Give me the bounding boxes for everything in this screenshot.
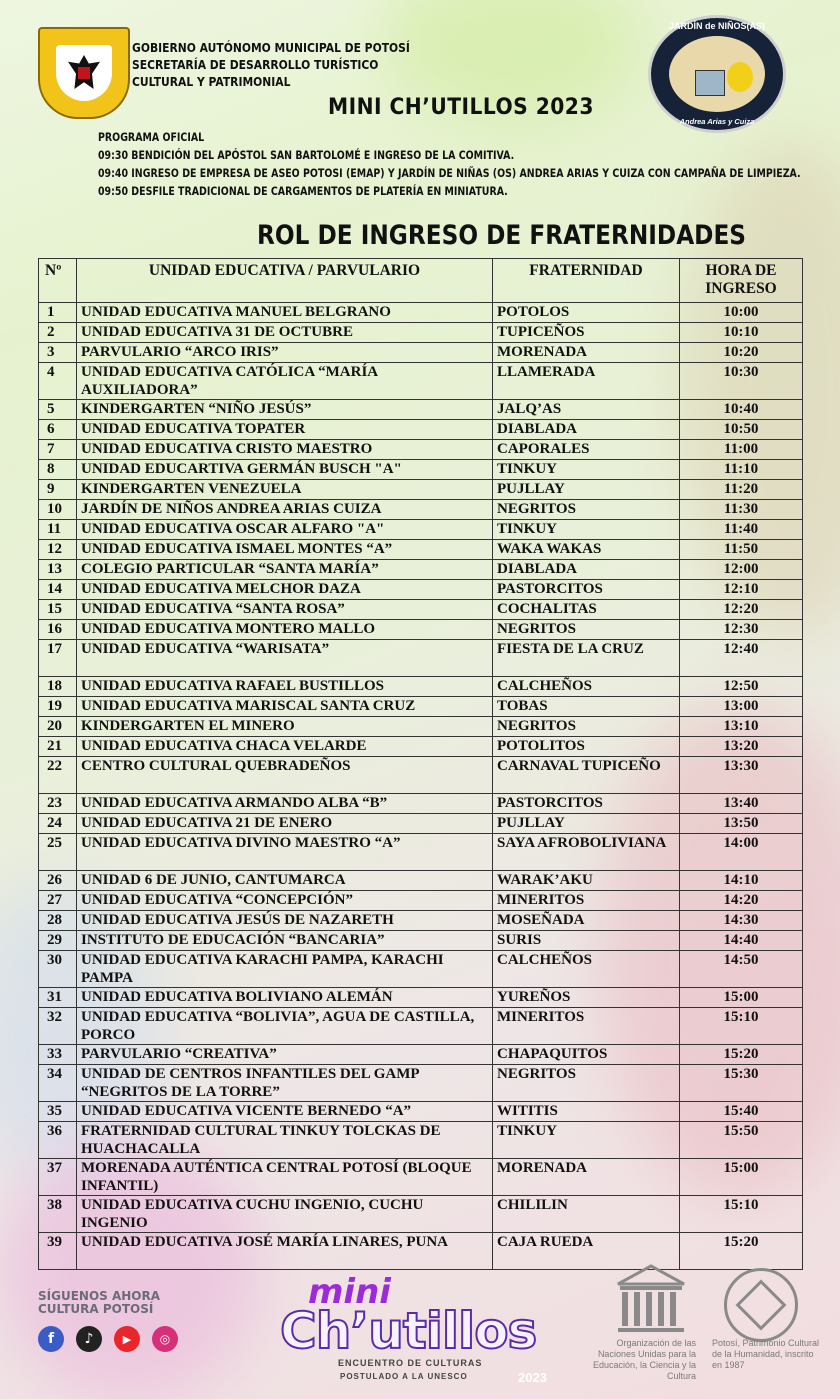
row-number: 4 <box>39 363 77 400</box>
row-time: 10:00 <box>680 303 803 323</box>
program-heading: PROGRAMA OFICIAL <box>98 130 205 144</box>
row-school: UNIDAD EDUCATIVA “BOLIVIA”, AGUA DE CASTILLA, PORCO <box>77 1008 493 1045</box>
row-school: UNIDAD EDUCATIVA “SANTA ROSA” <box>77 600 493 620</box>
row-number: 14 <box>39 580 77 600</box>
row-number: 21 <box>39 737 77 757</box>
row-fraternity: PASTORCITOS <box>493 794 680 814</box>
program-item: 09:30 BENDICIÓN DEL APÓSTOL SAN BARTOLOMÉ E INGRESO DE LA COMITIVA. <box>98 148 515 162</box>
row-number: 24 <box>39 814 77 834</box>
table-row <box>39 677 803 697</box>
row-time: 10:20 <box>680 343 803 363</box>
row-time: 15:10 <box>680 1008 803 1045</box>
table-row <box>39 323 803 343</box>
header-school: UNIDAD EDUCATIVA / PARVULARIO <box>77 259 493 303</box>
row-school: KINDERGARTEN “NIÑO JESÚS” <box>77 400 493 420</box>
row-number: 15 <box>39 600 77 620</box>
table-row <box>39 540 803 560</box>
row-number: 32 <box>39 1008 77 1045</box>
org-line: GOBIERNO AUTÓNOMO MUNICIPAL DE POTOSÍ <box>132 40 410 55</box>
table-row <box>39 697 803 717</box>
row-fraternity: COCHALITAS <box>493 600 680 620</box>
row-number: 31 <box>39 988 77 1008</box>
table-row <box>39 988 803 1008</box>
row-time: 15:20 <box>680 1233 803 1270</box>
row-number: 34 <box>39 1065 77 1102</box>
badge-top-text: JARDÍN de NIÑOS(AS) <box>668 21 765 31</box>
table-row <box>39 911 803 931</box>
row-number: 5 <box>39 400 77 420</box>
row-number: 33 <box>39 1045 77 1065</box>
row-fraternity: POTOLITOS <box>493 737 680 757</box>
table-row <box>39 1122 803 1159</box>
row-number: 10 <box>39 500 77 520</box>
row-school: UNIDAD EDUCATIVA BOLIVIANO ALEMÁN <box>77 988 493 1008</box>
row-school: UNIDAD EDUCATIVA ISMAEL MONTES “A” <box>77 540 493 560</box>
row-fraternity: WITITIS <box>493 1102 680 1122</box>
unesco-text: Organización de las Naciones Unidas para la Educación, la Ciencia y la Cultura <box>592 1338 696 1381</box>
row-time: 11:40 <box>680 520 803 540</box>
row-number: 39 <box>39 1233 77 1270</box>
row-number: 29 <box>39 931 77 951</box>
row-school: UNIDAD EDUCATIVA CUCHU INGENIO, CUCHU INGENIO <box>77 1196 493 1233</box>
row-fraternity: WAKA WAKAS <box>493 540 680 560</box>
row-fraternity: NEGRITOS <box>493 500 680 520</box>
row-time: 13:30 <box>680 757 803 794</box>
row-school: CENTRO CULTURAL QUEBRADEÑOS <box>77 757 493 794</box>
row-time: 13:00 <box>680 697 803 717</box>
row-time: 13:40 <box>680 794 803 814</box>
row-fraternity: CALCHEÑOS <box>493 677 680 697</box>
row-number: 37 <box>39 1159 77 1196</box>
row-school: UNIDAD EDUCATIVA VICENTE BERNEDO “A” <box>77 1102 493 1122</box>
table-row <box>39 480 803 500</box>
row-time: 11:20 <box>680 480 803 500</box>
organization-name <box>132 39 410 90</box>
row-time: 11:30 <box>680 500 803 520</box>
table-row <box>39 1045 803 1065</box>
table-row <box>39 420 803 440</box>
row-fraternity: CAPORALES <box>493 440 680 460</box>
row-fraternity: SAYA AFROBOLIVIANA <box>493 834 680 871</box>
table-row <box>39 834 803 871</box>
table-row <box>39 757 803 794</box>
row-school: UNIDAD EDUCATIVA CATÓLICA “MARÍA AUXILIADORA” <box>77 363 493 400</box>
row-number: 35 <box>39 1102 77 1122</box>
row-fraternity: JALQ’AS <box>493 400 680 420</box>
row-fraternity: CAJA RUEDA <box>493 1233 680 1270</box>
facebook-icon[interactable]: f <box>38 1326 64 1352</box>
row-number: 18 <box>39 677 77 697</box>
follow-line: CULTURA POTOSÍ <box>38 1302 154 1316</box>
table-row <box>39 440 803 460</box>
row-time: 12:20 <box>680 600 803 620</box>
row-time: 14:40 <box>680 931 803 951</box>
table-title: ROL DE INGRESO DE FRATERNIDADES <box>257 220 747 251</box>
follow-line: SÍGUENOS AHORA <box>38 1289 161 1303</box>
table-row <box>39 460 803 480</box>
row-number: 25 <box>39 834 77 871</box>
table-row <box>39 737 803 757</box>
row-time: 10:30 <box>680 363 803 400</box>
row-fraternity: MINERITOS <box>493 891 680 911</box>
row-number: 36 <box>39 1122 77 1159</box>
row-school: KINDERGARTEN VENEZUELA <box>77 480 493 500</box>
row-fraternity: DIABLADA <box>493 560 680 580</box>
table-row <box>39 871 803 891</box>
official-program <box>98 128 801 200</box>
program-item: 09:50 DESFILE TRADICIONAL DE CARGAMENTOS DE PLATERÍA EN MINIATURA. <box>98 184 508 198</box>
org-line: CULTURAL Y PATRIMONIAL <box>132 74 291 89</box>
table-row <box>39 814 803 834</box>
table-row <box>39 717 803 737</box>
row-number: 7 <box>39 440 77 460</box>
table-row <box>39 891 803 911</box>
row-school: FRATERNIDAD CULTURAL TINKUY TOLCKAS DE HUACHACALLA <box>77 1122 493 1159</box>
row-time: 15:20 <box>680 1045 803 1065</box>
table-header-row <box>39 259 803 303</box>
row-fraternity: MOSEÑADA <box>493 911 680 931</box>
header-number: Nº <box>39 259 77 303</box>
logo-postulado: POSTULADO A LA UNESCO <box>340 1372 468 1381</box>
row-fraternity: POTOLOS <box>493 303 680 323</box>
row-school: UNIDAD EDUCATIVA MELCHOR DAZA <box>77 580 493 600</box>
logo-chutillos-word: Ch’utillos <box>280 1302 537 1360</box>
table-row <box>39 600 803 620</box>
youtube-icon[interactable]: ▶ <box>114 1326 140 1352</box>
table-row <box>39 1008 803 1045</box>
row-fraternity: WARAK’AKU <box>493 871 680 891</box>
table-row <box>39 560 803 580</box>
row-time: 14:00 <box>680 834 803 871</box>
row-school: UNIDAD EDUCATIVA KARACHI PAMPA, KARACHI PAMPA <box>77 951 493 988</box>
row-fraternity: PUJLLAY <box>493 814 680 834</box>
row-fraternity: NEGRITOS <box>493 717 680 737</box>
row-time: 11:50 <box>680 540 803 560</box>
kindergarten-badge-logo <box>648 15 786 133</box>
table-row <box>39 580 803 600</box>
table-row <box>39 620 803 640</box>
row-number: 13 <box>39 560 77 580</box>
table-row <box>39 303 803 323</box>
row-number: 23 <box>39 794 77 814</box>
row-school: UNIDAD 6 DE JUNIO, CANTUMARCA <box>77 871 493 891</box>
row-number: 16 <box>39 620 77 640</box>
row-time: 15:00 <box>680 988 803 1008</box>
row-time: 12:40 <box>680 640 803 677</box>
row-fraternity: SURIS <box>493 931 680 951</box>
row-number: 28 <box>39 911 77 931</box>
row-fraternity: TINKUY <box>493 520 680 540</box>
row-fraternity: TUPICEÑOS <box>493 323 680 343</box>
row-fraternity: PUJLLAY <box>493 480 680 500</box>
row-time: 15:00 <box>680 1159 803 1196</box>
table-row <box>39 640 803 677</box>
header-fraternity: FRATERNIDAD <box>493 259 680 303</box>
table-row <box>39 520 803 540</box>
row-fraternity: CHILILIN <box>493 1196 680 1233</box>
table-row <box>39 363 803 400</box>
row-time: 12:50 <box>680 677 803 697</box>
row-school: UNIDAD EDUCATIVA “WARISATA” <box>77 640 493 677</box>
row-number: 19 <box>39 697 77 717</box>
row-school: UNIDAD EDUCATIVA MONTERO MALLO <box>77 620 493 640</box>
row-fraternity: CALCHEÑOS <box>493 951 680 988</box>
row-fraternity: TINKUY <box>493 1122 680 1159</box>
row-number: 3 <box>39 343 77 363</box>
row-fraternity: LLAMERADA <box>493 363 680 400</box>
row-time: 12:00 <box>680 560 803 580</box>
row-school: UNIDAD EDUCATIVA CHACA VELARDE <box>77 737 493 757</box>
table-row <box>39 500 803 520</box>
org-line: SECRETARÍA DE DESARROLLO TURÍSTICO <box>132 57 379 72</box>
row-number: 9 <box>39 480 77 500</box>
row-number: 22 <box>39 757 77 794</box>
row-school: MORENADA AUTÉNTICA CENTRAL POTOSÍ (BLOQUE INFANTIL) <box>77 1159 493 1196</box>
row-number: 2 <box>39 323 77 343</box>
logo-mini-word: mini <box>308 1272 391 1312</box>
row-school: UNIDAD EDUCATIVA TOPATER <box>77 420 493 440</box>
row-school: UNIDAD EDUCATIVA MARISCAL SANTA CRUZ <box>77 697 493 717</box>
row-number: 38 <box>39 1196 77 1233</box>
logo-tagline: ENCUENTRO DE CULTURAS <box>338 1358 483 1368</box>
row-school: UNIDAD EDUCATIVA 31 DE OCTUBRE <box>77 323 493 343</box>
row-school: UNIDAD EDUCARTIVA GERMÁN BUSCH "A" <box>77 460 493 480</box>
row-time: 15:50 <box>680 1122 803 1159</box>
row-school: UNIDAD EDUCATIVA MANUEL BELGRANO <box>77 303 493 323</box>
follow-us <box>38 1290 160 1316</box>
row-school: PARVULARIO “ARCO IRIS” <box>77 343 493 363</box>
row-time: 14:20 <box>680 891 803 911</box>
row-number: 27 <box>39 891 77 911</box>
row-school: UNIDAD DE CENTROS INFANTILES DEL GAMP “NEGRITOS DE LA TORRE” <box>77 1065 493 1102</box>
table-row <box>39 951 803 988</box>
row-school: UNIDAD EDUCATIVA DIVINO MAESTRO “A” <box>77 834 493 871</box>
row-time: 13:50 <box>680 814 803 834</box>
table-row <box>39 1102 803 1122</box>
row-school: UNIDAD EDUCATIVA 21 DE ENERO <box>77 814 493 834</box>
row-time: 13:10 <box>680 717 803 737</box>
tiktok-icon[interactable]: ♪ <box>76 1326 102 1352</box>
world-heritage-icon <box>724 1268 798 1342</box>
table-row <box>39 1065 803 1102</box>
row-school: COLEGIO PARTICULAR “SANTA MARÍA” <box>77 560 493 580</box>
row-school: UNIDAD EDUCATIVA JOSÉ MARÍA LINARES, PUNA <box>77 1233 493 1270</box>
municipal-crest-logo <box>38 27 130 119</box>
row-time: 12:30 <box>680 620 803 640</box>
row-number: 6 <box>39 420 77 440</box>
row-school: INSTITUTO DE EDUCACIÓN “BANCARIA” <box>77 931 493 951</box>
row-fraternity: MORENADA <box>493 343 680 363</box>
row-time: 13:20 <box>680 737 803 757</box>
table-row <box>39 400 803 420</box>
row-school: JARDÍN DE NIÑOS ANDREA ARIAS CUIZA <box>77 500 493 520</box>
row-time: 11:00 <box>680 440 803 460</box>
table-row <box>39 343 803 363</box>
row-time: 11:10 <box>680 460 803 480</box>
table-row <box>39 1159 803 1196</box>
row-fraternity: TOBAS <box>493 697 680 717</box>
unesco-temple-icon <box>612 1262 690 1340</box>
logo-year: 2023 <box>518 1370 547 1385</box>
row-number: 26 <box>39 871 77 891</box>
table-row <box>39 1196 803 1233</box>
table-body <box>39 303 803 1270</box>
row-number: 30 <box>39 951 77 988</box>
row-fraternity: MORENADA <box>493 1159 680 1196</box>
row-fraternity: FIESTA DE LA CRUZ <box>493 640 680 677</box>
row-school: KINDERGARTEN EL MINERO <box>77 717 493 737</box>
table-row <box>39 931 803 951</box>
row-school: UNIDAD EDUCATIVA RAFAEL BUSTILLOS <box>77 677 493 697</box>
event-title: MINI CH’UTILLOS 2023 <box>328 95 594 120</box>
instagram-icon[interactable]: ◎ <box>152 1326 178 1352</box>
row-time: 14:50 <box>680 951 803 988</box>
row-time: 10:50 <box>680 420 803 440</box>
badge-bottom-text: Andrea Arias y Cuiza <box>679 117 755 126</box>
row-school: UNIDAD EDUCATIVA CRISTO MAESTRO <box>77 440 493 460</box>
row-time: 10:10 <box>680 323 803 343</box>
row-school: UNIDAD EDUCATIVA OSCAR ALFARO "A" <box>77 520 493 540</box>
row-time: 12:10 <box>680 580 803 600</box>
row-time: 15:30 <box>680 1065 803 1102</box>
row-fraternity: NEGRITOS <box>493 620 680 640</box>
row-number: 8 <box>39 460 77 480</box>
row-time: 14:10 <box>680 871 803 891</box>
mini-chutillos-logo <box>280 1272 550 1392</box>
row-number: 20 <box>39 717 77 737</box>
row-fraternity: CHAPAQUITOS <box>493 1045 680 1065</box>
row-school: UNIDAD EDUCATIVA “CONCEPCIÓN” <box>77 891 493 911</box>
row-fraternity: DIABLADA <box>493 420 680 440</box>
row-fraternity: NEGRITOS <box>493 1065 680 1102</box>
header-time: HORA DE INGRESO <box>680 259 803 303</box>
row-time: 15:40 <box>680 1102 803 1122</box>
row-time: 14:30 <box>680 911 803 931</box>
row-fraternity: YUREÑOS <box>493 988 680 1008</box>
row-number: 11 <box>39 520 77 540</box>
fraternities-table <box>38 258 803 1270</box>
row-fraternity: PASTORCITOS <box>493 580 680 600</box>
row-fraternity: CARNAVAL TUPICEÑO <box>493 757 680 794</box>
world-heritage-text: Potosí, Patrimonio Cultural de la Humanidad, inscrito en 1987 <box>712 1338 820 1370</box>
row-school: PARVULARIO “CREATIVA” <box>77 1045 493 1065</box>
row-fraternity: MINERITOS <box>493 1008 680 1045</box>
row-time: 15:10 <box>680 1196 803 1233</box>
program-item: 09:40 INGRESO DE EMPRESA DE ASEO POTOSI (EMAP) Y JARDÍN DE NIÑAS (OS) ANDREA ARIAS Y CUIZA CON CAMPAÑA DE LIMPIEZA. <box>98 166 801 180</box>
row-number: 12 <box>39 540 77 560</box>
row-fraternity: TINKUY <box>493 460 680 480</box>
row-school: UNIDAD EDUCATIVA ARMANDO ALBA “B” <box>77 794 493 814</box>
row-number: 1 <box>39 303 77 323</box>
row-school: UNIDAD EDUCATIVA JESÚS DE NAZARETH <box>77 911 493 931</box>
row-number: 17 <box>39 640 77 677</box>
row-time: 10:40 <box>680 400 803 420</box>
table-row <box>39 794 803 814</box>
